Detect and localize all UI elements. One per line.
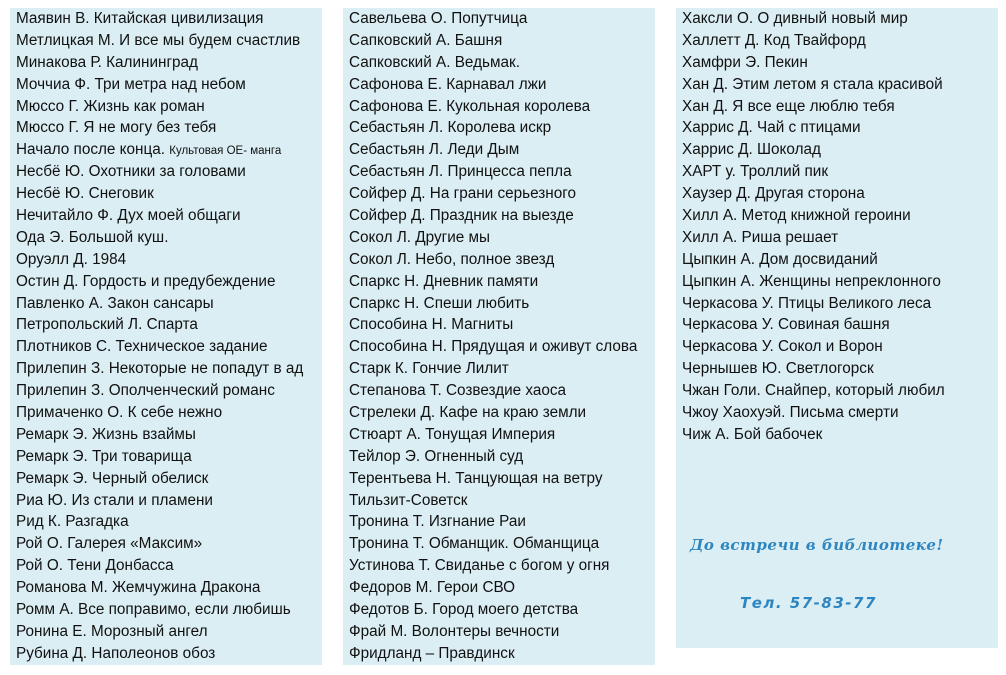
list-item: Хаксли О. О дивный новый мир	[682, 10, 908, 27]
list-item: Старк К. Гончие Лилит	[349, 360, 509, 378]
list-item: Маявин В. Китайская цивилизация	[16, 10, 264, 27]
list-item: Мюссо Г. Я не могу без тебя	[16, 119, 217, 137]
list-item: Чжан Голи. Снайпер, который любил	[682, 382, 945, 400]
list-item-title: Начало после конца.	[16, 141, 166, 159]
list-item: Ромм А. Все поправимо, если любишь	[16, 601, 291, 619]
book-list	[16, 8, 322, 665]
list-item: Стюарт А. Тонущая Империя	[349, 425, 556, 443]
list-item: Хилл А. Риша решает	[682, 228, 839, 246]
list-item: Сафонова Е. Карнавал лжи	[349, 75, 547, 93]
list-item: Сокол Л. Небо, полное звезд	[349, 250, 555, 268]
list-item: Ронина Е. Морозный ангел	[16, 622, 208, 640]
list-item: Нечитайло Ф. Дух моей общаги	[16, 207, 241, 225]
list-item: Черкасова У. Сокол и Ворон	[682, 338, 883, 356]
list-item: Способина Н. Прядущая и оживут слова	[349, 338, 638, 356]
list-item: Рубина Д. Наполеонов обоз	[16, 644, 216, 662]
list-item: Ремарк Э. Жизнь взаймы	[16, 425, 196, 443]
list-item: Черкасова У. Совиная башня	[682, 316, 890, 334]
list-item: Терентьева Н. Танцующая на ветру	[349, 469, 603, 487]
list-item: Рой О. Галерея «Максим»	[16, 535, 203, 553]
book-list-column-1	[10, 8, 322, 665]
list-item: Романова М. Жемчужина Дракона	[16, 579, 261, 597]
list-item: Метлицкая М. И все мы будем счастлив	[16, 31, 301, 49]
list-item: Оруэлл Д. 1984	[16, 250, 127, 268]
list-item: Ремарк Э. Три товарища	[16, 447, 192, 465]
library-slogan: До встречи в библиотеке!	[690, 536, 944, 554]
list-item: Хамфри Э. Пекин	[682, 53, 808, 71]
list-item: Спаркс Н. Дневник памяти	[349, 272, 539, 290]
list-item: Рид К. Разгадка	[16, 513, 129, 531]
list-item: Моччиа Ф. Три метра над небом	[16, 75, 246, 93]
list-item: Себастьян Л. Принцесса пепла	[349, 163, 572, 181]
book-list	[682, 8, 998, 446]
list-item: Минакова Р. Калининград	[16, 53, 198, 71]
list-item: Тейлор Э. Огненный суд	[349, 447, 524, 465]
list-item: Стрелеки Д. Кафе на краю земли	[349, 404, 587, 422]
list-item: Несбё Ю. Охотники за головами	[16, 163, 246, 181]
list-item: Чернышев Ю. Светлогорск	[682, 360, 874, 378]
list-item: Хаузер Д. Другая сторона	[682, 185, 865, 203]
list-item: Фрай М. Волонтеры вечности	[349, 622, 560, 640]
list-item: Чиж А. Бой бабочек	[682, 425, 823, 443]
book-list	[349, 8, 655, 665]
list-item: Риа Ю. Из стали и пламени	[16, 491, 213, 509]
list-item: Прилепин З. Некоторые не попадут в ад	[16, 360, 304, 378]
list-item: Плотников С. Техническое задание	[16, 338, 268, 356]
list-item: Сойфер Д. На грани серьезного	[349, 185, 576, 203]
list-item: Савельева О. Попутчица	[349, 10, 528, 27]
list-item: Фридланд – Правдинск	[349, 644, 515, 662]
list-item: Петропольский Л. Спарта	[16, 316, 198, 334]
list-item: Хилл А. Метод книжной героини	[682, 207, 911, 225]
list-item: Рой О. Тени Донбасса	[16, 557, 174, 575]
list-item	[16, 139, 322, 161]
list-item: Черкасова У. Птицы Великого леса	[682, 294, 932, 312]
list-item: Федотов Б. Город моего детства	[349, 601, 579, 619]
list-item: Тронина Т. Изгнание Раи	[349, 513, 526, 531]
list-item: Способина Н. Магниты	[349, 316, 514, 334]
list-item-note: Культовая ОЕ- манга	[169, 145, 282, 158]
list-item: Цыпкин А. Женщины непреклонного	[682, 272, 941, 290]
list-item: Себастьян Л. Леди Дым	[349, 141, 520, 159]
list-item: Сойфер Д. Праздник на выезде	[349, 207, 574, 225]
list-item: Харрис Д. Шоколад	[682, 141, 821, 159]
list-item: Хан Д. Я все еще люблю тебя	[682, 97, 895, 115]
list-item: Хан Д. Этим летом я стала красивой	[682, 75, 943, 93]
list-item: Цыпкин А. Дом досвиданий	[682, 250, 878, 268]
library-phone: Тел. 57-83-77	[740, 594, 877, 612]
list-item: Федоров М. Герои СВО	[349, 579, 516, 597]
list-item: Устинова Т. Свиданье с богом у огня	[349, 557, 610, 575]
list-item: ХАРТ у. Троллий пик	[682, 163, 829, 181]
list-item: Тронина Т. Обманщик. Обманщица	[349, 535, 600, 553]
list-item: Мюссо Г. Жизнь как роман	[16, 97, 205, 115]
list-item: Харрис Д. Чай с птицами	[682, 119, 861, 137]
list-item: Спаркс Н. Спеши любить	[349, 294, 530, 312]
list-item: Халлетт Д. Код Твайфорд	[682, 31, 866, 49]
list-item: Сафонова Е. Кукольная королева	[349, 97, 591, 115]
list-item: Ремарк Э. Черный обелиск	[16, 469, 209, 487]
list-item: Чжоу Хаохуэй. Письма смерти	[682, 404, 899, 422]
list-item: Себастьян Л. Королева искр	[349, 119, 552, 137]
list-item: Сокол Л. Другие мы	[349, 228, 491, 246]
list-item: Прилепин З. Ополченческий романс	[16, 382, 275, 400]
list-item: Степанова Т. Созвездие хаоса	[349, 382, 567, 400]
list-item: Павленко А. Закон сансары	[16, 294, 214, 312]
list-item: Сапковский А. Башня	[349, 31, 503, 49]
list-item: Остин Д. Гордость и предубеждение	[16, 272, 276, 290]
book-list-column-2	[343, 8, 655, 665]
list-item: Несбё Ю. Снеговик	[16, 185, 154, 203]
list-item: Тильзит-Советск	[349, 491, 468, 509]
list-item: Ода Э. Большой куш.	[16, 228, 169, 246]
list-item: Примаченко О. К себе нежно	[16, 404, 223, 422]
list-item: Сапковский А. Ведьмак.	[349, 53, 520, 71]
